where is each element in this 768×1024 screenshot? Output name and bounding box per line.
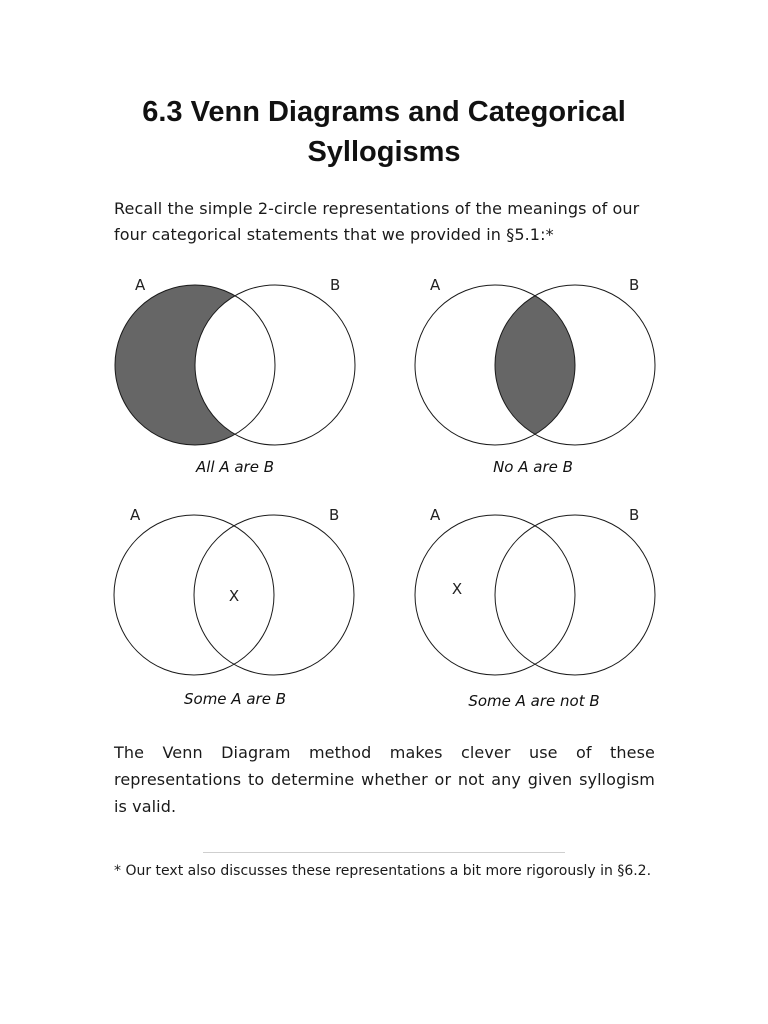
diagram-caption: Some A are B [184, 690, 286, 708]
x-mark-overlap: X [228, 587, 240, 605]
label-b: B [629, 506, 640, 524]
page-title: 6.3 Venn Diagrams and Categorical Syllogisms [142, 96, 626, 168]
label-b: B [329, 506, 340, 524]
venn-diagram-no-a-are-b [405, 270, 665, 476]
venn-diagram-all-a-are-b [105, 270, 365, 476]
venn-diagram-some-a-are-not-b [405, 500, 665, 710]
label-a: A [430, 276, 441, 294]
diagram-caption: Some A are not B [468, 692, 600, 710]
intro-paragraph: Recall the simple 2-circle representations of the meanings of our four categorical statements that we provided in §5.1:* [114, 199, 640, 244]
diagram-caption: All A are B [195, 458, 275, 476]
footnote: * Our text also discusses these representations a bit more rigorously in §6.2. [114, 863, 652, 879]
label-a: A [130, 506, 141, 524]
label-b: B [629, 276, 640, 294]
label-b: B [330, 276, 341, 294]
venn-diagram-some-a-are-b [105, 500, 365, 708]
footnote-divider [203, 852, 565, 853]
label-a: A [135, 276, 146, 294]
x-mark-a-only: X [451, 580, 463, 598]
diagram-caption: No A are B [493, 458, 573, 476]
label-a: A [430, 506, 441, 524]
body-paragraph: The Venn Diagram method makes clever use of these representations to determine whether or not any given syllogism is valid. [114, 743, 655, 816]
